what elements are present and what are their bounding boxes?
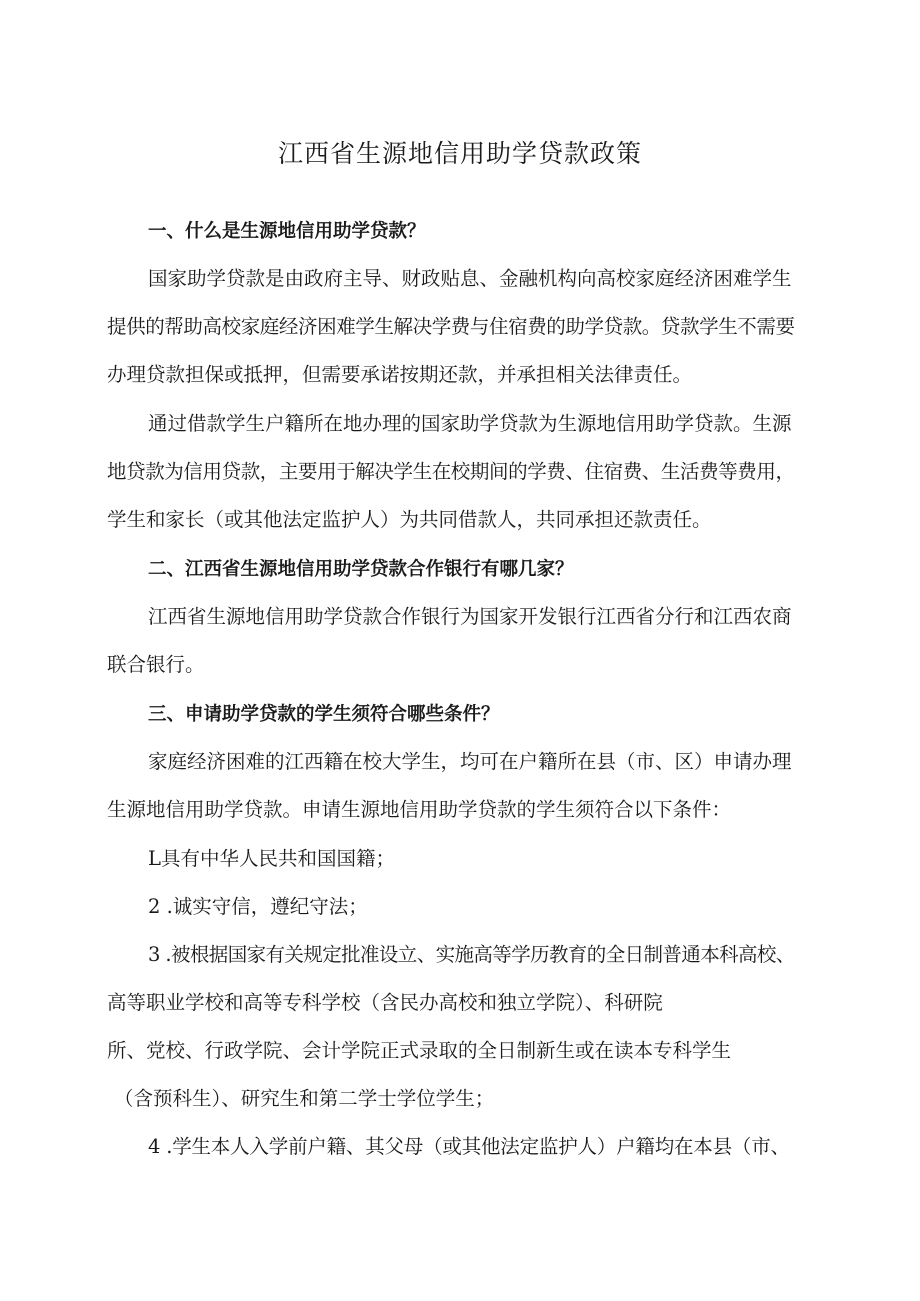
paragraph-line: 联合银行。 [107, 653, 205, 676]
section-heading-1: 一、什么是生源地信用助学贷款？ [148, 221, 426, 242]
paragraph-line: 生源地信用助学贷款。申请生源地信用助学贷款的学生须符合以下条件： [107, 798, 732, 821]
condition-item-4: 4 .学生本人入学前户籍、其父母（或其他法定监护人）户籍均在本县（市、 [148, 1135, 790, 1158]
paragraph-line: （含预科生）、研究生和第二学士学位学生； [114, 1087, 495, 1110]
paragraph-line: 学生和家长（或其他法定监护人）为共同借款人，共同承担还款责任。 [107, 508, 712, 531]
section-heading-2: 二、江西省生源地信用助学贷款合作银行有哪几家？ [148, 559, 574, 580]
paragraph-line: 江西省生源地信用助学贷款合作银行为国家开发银行江西省分行和江西农商 [148, 605, 792, 628]
paragraph-line: 办理贷款担保或抵押，但需要承诺按期还款，并承担相关法律责任。 [107, 363, 693, 386]
paragraph-line: 通过借款学生户籍所在地办理的国家助学贷款为生源地信用助学贷款。生源 [148, 412, 792, 435]
paragraph-line: 高等职业学校和高等专科学校（含民办高校和独立学院）、科研院 [107, 991, 663, 1014]
paragraph-line: 家庭经济困难的江西籍在校大学生，均可在户籍所在县（市、区）申请办理 [148, 750, 792, 773]
condition-item-1: L具有中华人民共和国国籍； [148, 847, 395, 870]
document-title: 江西省生源地信用助学贷款政策 [277, 139, 642, 168]
paragraph-line: 地贷款为信用贷款，主要用于解决学生在校期间的学费、住宿费、生活费等费用， [107, 460, 795, 483]
condition-item-2: 2 .诚实守信，遵纪守法； [148, 895, 368, 918]
paragraph-line: 国家助学贷款是由政府主导、财政贴息、金融机构向高校家庭经济困难学生 [148, 267, 792, 290]
paragraph-line: 所、党校、行政学院、会计学院正式录取的全日制新生或在读本专科学生 [107, 1039, 732, 1062]
section-heading-3: 三、申请助学贷款的学生须符合哪些条件？ [148, 704, 500, 725]
paragraph-line: 提供的帮助高校家庭经济困难学生解决学费与住宿费的助学贷款。贷款学生不需要 [107, 315, 795, 338]
condition-item-3: 3 .被根据国家有关规定批准设立、实施高等学历教育的全日制普通本科高校、 [148, 943, 795, 966]
